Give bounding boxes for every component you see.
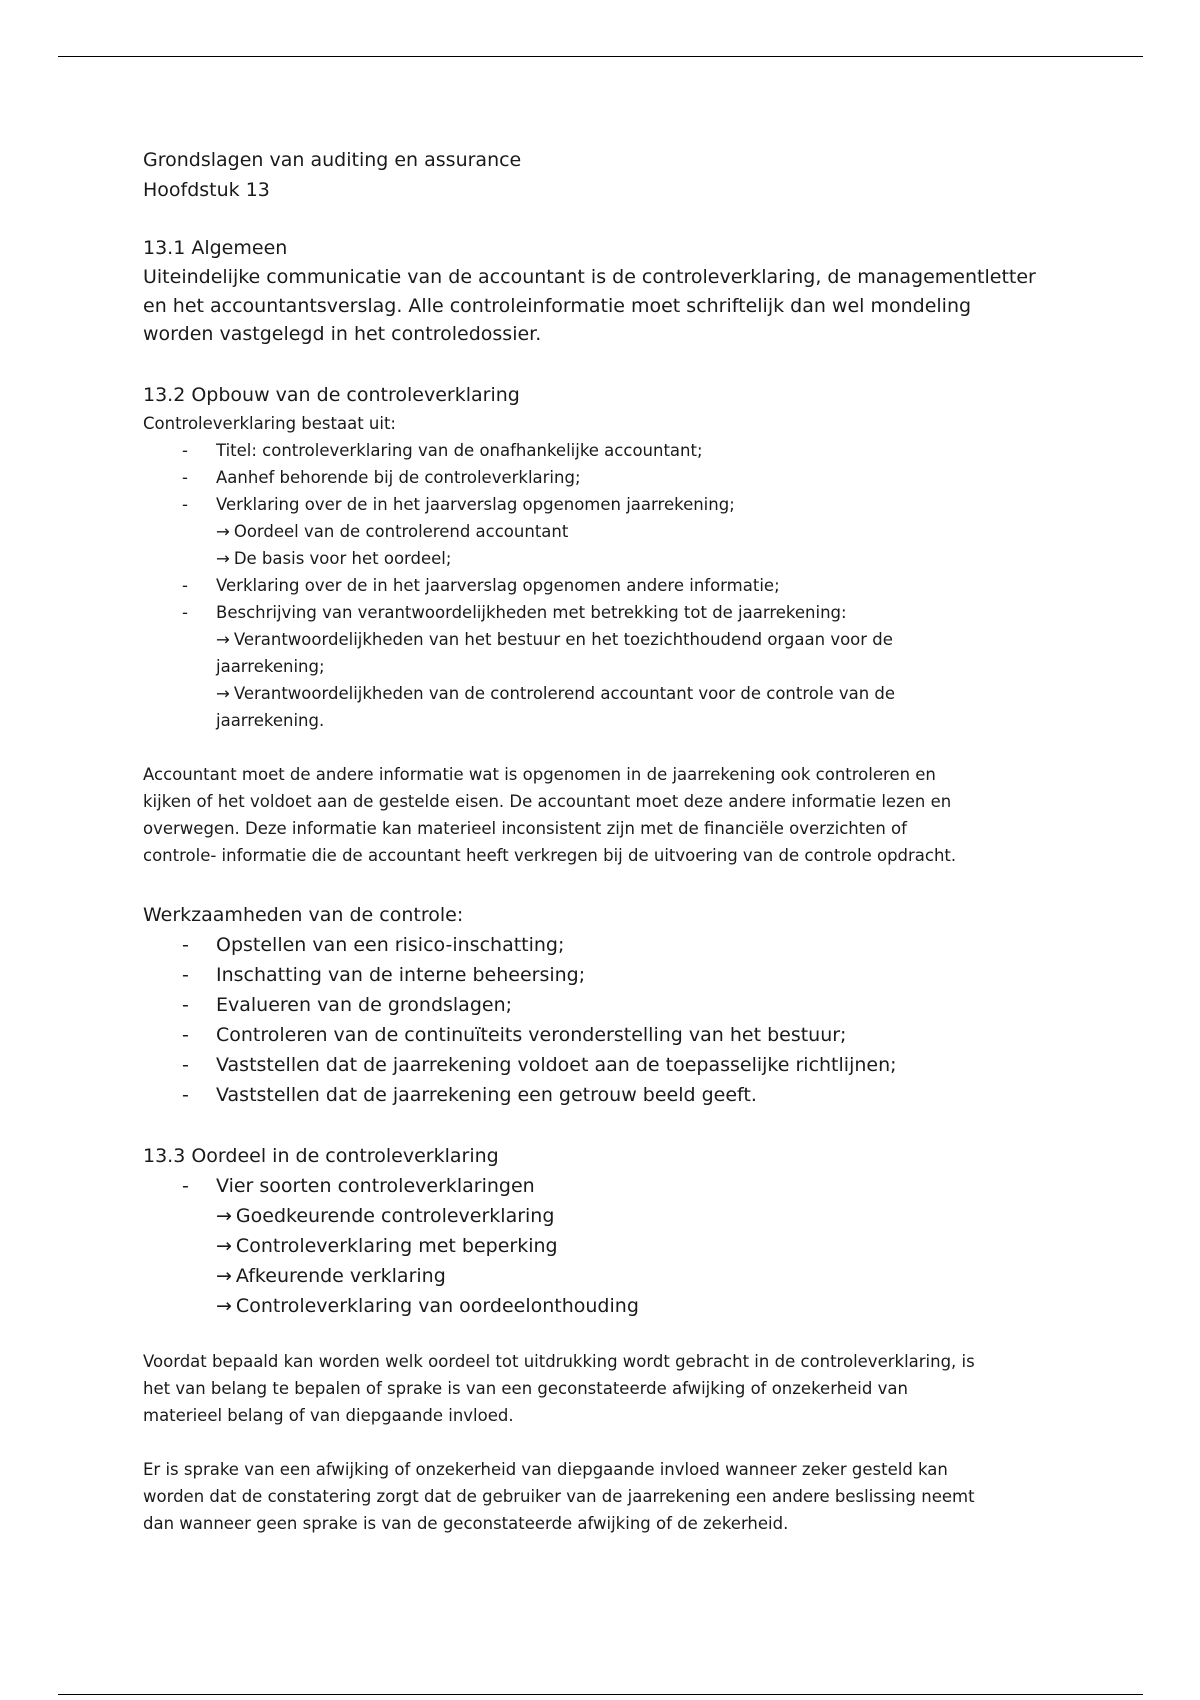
footer-rule (58, 1694, 1143, 1695)
arrow-icon: → (216, 1234, 232, 1257)
paragraph-line: Er is sprake van een afwijking of onzekerheid van diepgaande invloed wanneer zeker gesteld kan (143, 1459, 948, 1479)
document-title: Grondslagen van auditing en assurance (143, 149, 522, 171)
arrow-icon: → (216, 683, 230, 703)
paragraph-line: het van belang te bepalen of sprake is van een geconstateerde afwijking of onzekerheid van (143, 1378, 908, 1398)
list-item: - Controleren van de continuïteits veronderstelling van het bestuur; (143, 1020, 1073, 1050)
list-item: - Aanhef behorende bij de controleverklaring; (143, 464, 1073, 491)
list-item: - Titel: controleverklaring van de onafhankelijke accountant; (143, 437, 1073, 464)
arrow-icon: → (216, 629, 230, 649)
section-heading-13-1: 13.1 Algemeen (143, 237, 288, 259)
sub-list-item: → Verantwoordelijkheden van de controlerend accountant voor de controle van de (216, 683, 896, 703)
arrow-icon: → (216, 548, 230, 568)
list-item: - Evalueren van de grondslagen; (143, 990, 1073, 1020)
header-rule (58, 56, 1143, 57)
list-item: - Opstellen van een risico-inschatting; (143, 930, 1073, 960)
sub-list-item: → Controleverklaring met beperking (216, 1234, 558, 1257)
sub-list-item-continuation: jaarrekening; (216, 656, 325, 676)
paragraph-line: en het accountantsverslag. Alle controleinformatie moet schriftelijk dan wel mondeling (143, 294, 972, 317)
paragraph-line: Uiteindelijke communicatie van de accountant is de controleverklaring, de managementletter (143, 266, 1036, 288)
list-item: - Verklaring over de in het jaarverslag opgenomen andere informatie; (143, 572, 1073, 599)
paragraph-line: dan wanneer geen sprake is van de geconstateerde afwijking of de zekerheid. (143, 1513, 789, 1533)
sub-list-item: → Afkeurende verklaring (216, 1264, 446, 1287)
paragraph-line: overwegen. Deze informatie kan materieel inconsistent zijn met de financiële overzichten of (143, 818, 907, 838)
arrow-icon: → (216, 521, 230, 541)
arrow-icon: → (216, 1294, 232, 1317)
sub-list-item-continuation: jaarrekening. (216, 710, 325, 730)
paragraph-line: kijken of het voldoet aan de gestelde eisen. De accountant moet deze andere informatie lezen en (143, 791, 952, 811)
section-13-1-paragraph (143, 263, 1073, 349)
arrow-icon: → (216, 1264, 232, 1287)
paragraph-line: Accountant moet de andere informatie wat is opgenomen in de jaarrekening ook controleren en (143, 764, 936, 784)
other-information-paragraph (143, 761, 1073, 869)
paragraph-line: controle- informatie die de accountant heeft verkregen bij de uitvoering van de controle opdracht. (143, 845, 957, 865)
components-list (143, 437, 1073, 734)
opinion-types-list (143, 1171, 1073, 1321)
paragraph-line: worden vastgelegd in het controledossier. (143, 323, 542, 345)
list-item: - Vaststellen dat de jaarrekening een getrouw beeld geeft. (143, 1080, 1073, 1110)
opinion-paragraph-1 (143, 1348, 1073, 1429)
paragraph-line: Voordat bepaald kan worden welk oordeel tot uitdrukking wordt gebracht in de controleverklaring, is (143, 1351, 975, 1371)
list-item: - Verklaring over de in het jaarverslag opgenomen jaarrekening; (143, 491, 1073, 518)
opinion-paragraph-2 (143, 1456, 1073, 1537)
sub-list-item: → Oordeel van de controlerend accountant (216, 521, 569, 541)
list-item: - Vier soorten controleverklaringen (143, 1171, 1073, 1201)
chapter-label: Hoofdstuk 13 (143, 179, 270, 201)
list-item: - Beschrijving van verantwoordelijkheden met betrekking tot de jaarrekening: (143, 599, 1073, 626)
section-heading-13-2: 13.2 Opbouw van de controleverklaring (143, 383, 520, 406)
document-body (143, 145, 1073, 1537)
list-item: - Inschatting van de interne beheersing; (143, 960, 1073, 990)
sub-list-item: → Controleverklaring van oordeelonthouding (216, 1294, 639, 1317)
list-item: - Vaststellen dat de jaarrekening voldoet aan de toepasselijke richtlijnen; (143, 1050, 1073, 1080)
arrow-icon: → (216, 1204, 232, 1227)
list-intro: Controleverklaring bestaat uit: (143, 413, 396, 433)
sub-list-item: → Verantwoordelijkheden van het bestuur en het toezichthoudend orgaan voor de (216, 629, 893, 649)
work-heading: Werkzaamheden van de controle: (143, 903, 464, 926)
work-list (143, 930, 1073, 1110)
sub-list-item: → De basis voor het oordeel; (216, 548, 452, 568)
paragraph-line: worden dat de constatering zorgt dat de gebruiker van de jaarrekening een andere beslissing neemt (143, 1486, 975, 1506)
section-heading-13-3: 13.3 Oordeel in de controleverklaring (143, 1144, 499, 1167)
paragraph-line: materieel belang of van diepgaande invloed. (143, 1405, 514, 1425)
sub-list-item: → Goedkeurende controleverklaring (216, 1204, 555, 1227)
